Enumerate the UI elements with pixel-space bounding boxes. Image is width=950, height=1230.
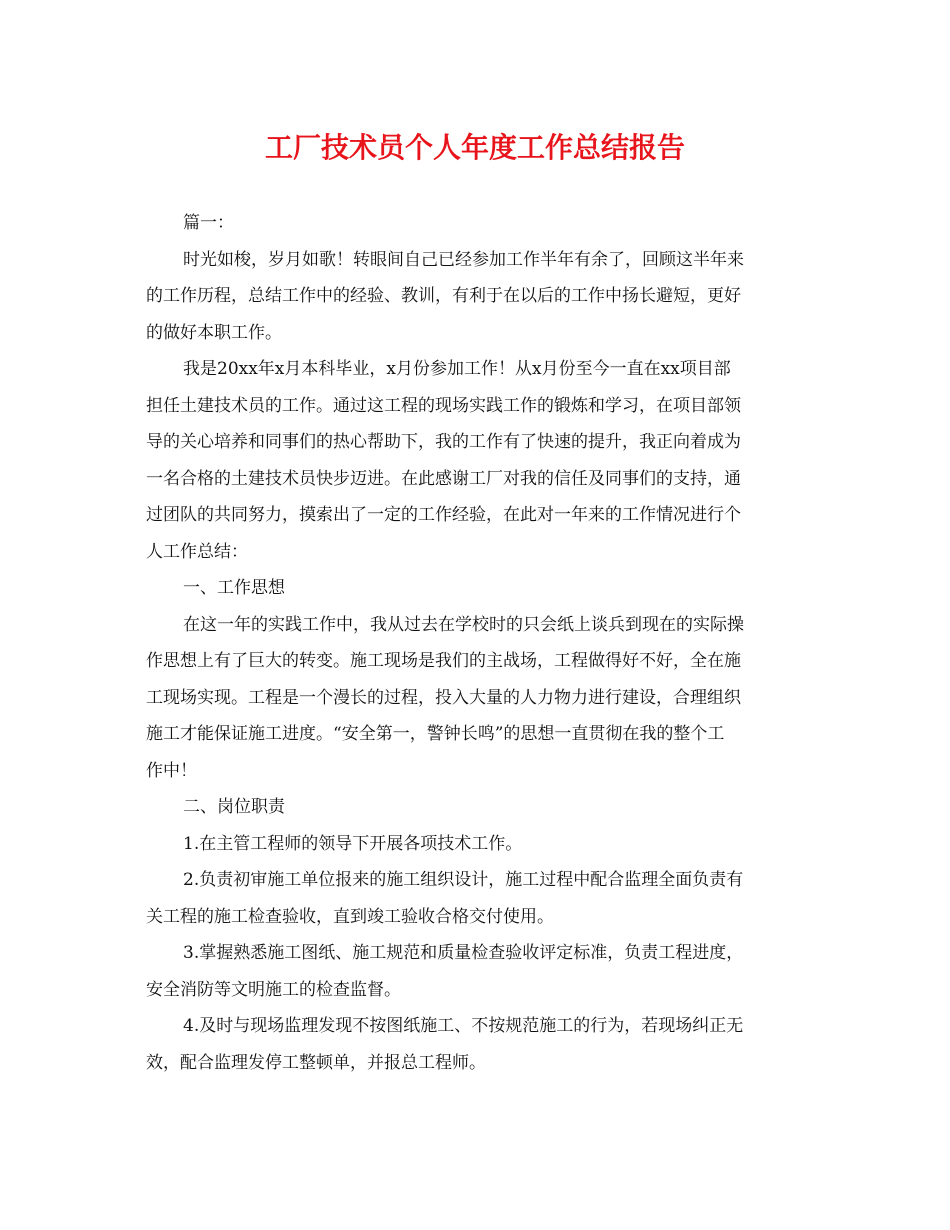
text-line: 二、岗位职责 — [183, 797, 285, 817]
section-heading-duties — [146, 789, 806, 826]
text-line: 2.负责初审施工单位报来的施工组织设计，施工过程中配合监理全面负责有 — [183, 870, 744, 890]
duty-item-2 — [146, 862, 806, 935]
text-line: 1.在主管工程师的领导下开展各项技术工作。 — [183, 833, 523, 854]
text-line: 时光如梭，岁月如歌！转眼间自己已经参加工作半年有余了，回顾这半年来 — [183, 249, 744, 270]
duty-item-3 — [146, 935, 806, 1008]
text-line: 的工作历程，总结工作中的经验、教训，有利于在以后的工作中扬长避短，更好 — [146, 286, 741, 306]
text-line: 的做好本职工作。 — [146, 322, 282, 343]
text-line: 过团队的共同努力，摸索出了一定的工作经验，在此对一年来的工作情况进行个 — [146, 505, 741, 525]
paragraph-intro — [146, 242, 806, 352]
text-line: 一名合格的土建技术员快步迈进。在此感谢工厂对我的信任及同事们的支持，通 — [146, 468, 741, 489]
text-line: 导的关心培养和同事们的热心帮助下，我的工作有了快速的提升，我正向着成为 — [146, 432, 741, 452]
duty-item-1 — [146, 826, 806, 863]
text-line: 关工程的施工检查验收，直到竣工验收合格交付使用。 — [146, 906, 554, 927]
text-line: 3.掌握熟悉施工图纸、施工规范和质量检查验收评定标准，负责工程进度， — [183, 943, 744, 963]
text-line: 一、工作思想 — [183, 578, 285, 598]
text-line: 安全消防等文明施工的检查监督。 — [146, 979, 401, 1000]
section-heading-work-thought — [146, 570, 806, 607]
paragraph-background — [146, 351, 806, 570]
text-line: 工现场实现。工程是一个漫长的过程，投入大量的人力物力进行建设，合理组织 — [146, 687, 741, 708]
text-line: 人工作总结： — [146, 541, 248, 562]
text-line: 4.及时与现场监理发现不按图纸施工、不按规范施工的行为，若现场纠正无 — [183, 1016, 744, 1036]
text-line: 篇一： — [183, 213, 234, 233]
text-line: 施工才能保证施工进度。“安全第一，警钟长鸣”的思想一直贯彻在我的整个工 — [146, 724, 725, 744]
document-title: 工厂技术员个人年度工作总结报告 — [264, 131, 685, 164]
text-line: 我是20xx年x月本科毕业，x月份参加工作！从x月份至今一直在xx项目部 — [183, 359, 731, 379]
text-line: 作思想上有了巨大的转变。施工现场是我们的主战场，工程做得好不好，全在施 — [146, 651, 741, 671]
text-line: 作中！ — [146, 760, 197, 781]
duty-item-4 — [146, 1008, 806, 1081]
document-body — [146, 205, 806, 1081]
text-line: 担任土建技术员的工作。通过这工程的现场实践工作的锻炼和学习，在项目部领 — [146, 395, 741, 416]
text-line: 在这一年的实践工作中，我从过去在学校时的只会纸上谈兵到现在的实际操 — [183, 614, 744, 635]
text-line: 效，配合监理发停工整顿单，并报总工程师。 — [146, 1052, 486, 1073]
paragraph-heading-part-one — [146, 205, 806, 242]
paragraph-work-thought — [146, 607, 806, 790]
